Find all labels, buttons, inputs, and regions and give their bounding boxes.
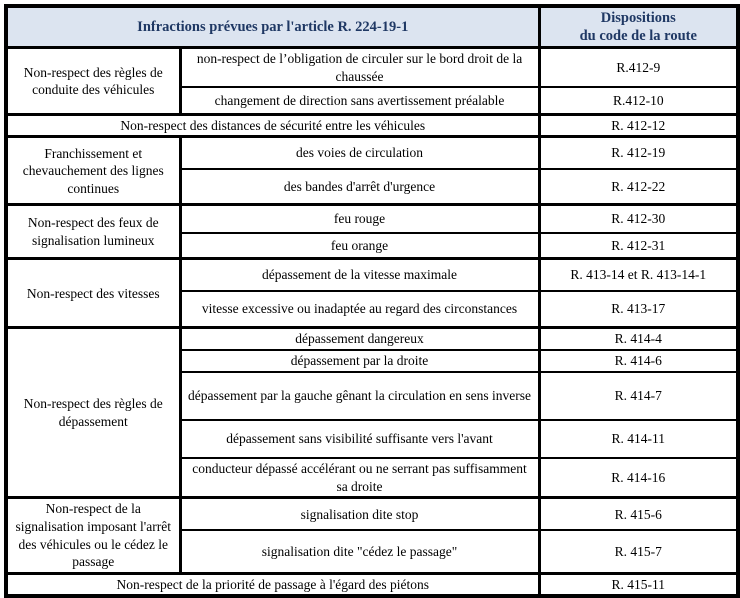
group-label-cell: Non-respect des règles de conduite des véhicules bbox=[6, 48, 180, 115]
code-cell: R. 412-22 bbox=[539, 169, 738, 205]
code-cell: R. 414-6 bbox=[539, 350, 738, 372]
table-row bbox=[6, 205, 738, 233]
infraction-cell: feu orange bbox=[180, 233, 539, 259]
infraction-cell: conducteur dépassé accélérant ou ne serrant pas suffisamment sa droite bbox=[180, 458, 539, 498]
infraction-cell: signalisation dite stop bbox=[180, 498, 539, 531]
infraction-cell: non-respect de l’obligation de circuler sur le bord droit de la chaussée bbox=[180, 48, 539, 88]
span-infraction-cell: Non-respect des distances de sécurité entre les véhicules bbox=[6, 114, 539, 137]
table-row bbox=[6, 48, 738, 88]
table-row bbox=[6, 137, 738, 169]
infraction-cell: dépassement dangereux bbox=[180, 328, 539, 350]
code-cell: R. 412-30 bbox=[539, 205, 738, 233]
code-cell: R. 414-11 bbox=[539, 420, 738, 458]
table-row bbox=[6, 259, 738, 291]
code-cell: R. 415-7 bbox=[539, 530, 738, 573]
infraction-cell: feu rouge bbox=[180, 205, 539, 233]
infraction-cell: dépassement de la vitesse maximale bbox=[180, 259, 539, 291]
code-cell: R. 413-17 bbox=[539, 291, 738, 328]
code-cell: R. 415-11 bbox=[539, 573, 738, 596]
infraction-cell: changement de direction sans avertissement préalable bbox=[180, 87, 539, 114]
group-label-cell: Non-respect des feux de signalisation lumineux bbox=[6, 205, 180, 259]
infraction-cell: des bandes d'arrêt d'urgence bbox=[180, 169, 539, 205]
infraction-cell: dépassement sans visibilité suffisante vers l'avant bbox=[180, 420, 539, 458]
code-cell: R. 415-6 bbox=[539, 498, 738, 531]
table-row bbox=[6, 328, 738, 350]
infraction-cell: signalisation dite "cédez le passage" bbox=[180, 530, 539, 573]
group-label-cell: Non-respect de la signalisation imposant l'arrêt des véhicules ou le cédez le passage bbox=[6, 498, 180, 573]
infraction-cell: dépassement par la gauche gênant la circulation en sens inverse bbox=[180, 372, 539, 420]
code-cell: R.412-9 bbox=[539, 48, 738, 88]
code-cell: R. 414-16 bbox=[539, 458, 738, 498]
group-label-cell: Non-respect des règles de dépassement bbox=[6, 328, 180, 498]
infraction-cell: des voies de circulation bbox=[180, 137, 539, 169]
table-row-span bbox=[6, 114, 738, 137]
group-label-cell: Franchissement et chevauchement des lignes continues bbox=[6, 137, 180, 205]
header-infractions: Infractions prévues par l'article R. 224-19-1 bbox=[6, 6, 539, 48]
span-infraction-cell: Non-respect de la priorité de passage à l'égard des piétons bbox=[6, 573, 539, 596]
infractions-table bbox=[4, 4, 740, 598]
code-cell: R. 412-19 bbox=[539, 137, 738, 169]
code-cell: R. 414-4 bbox=[539, 328, 738, 350]
header-dispositions-line1: Dispositions bbox=[600, 10, 676, 26]
infractions-table-body bbox=[6, 48, 738, 596]
header-dispositions-line2: du code de la route bbox=[579, 28, 697, 45]
infraction-cell: dépassement par la droite bbox=[180, 350, 539, 372]
table-row-span bbox=[6, 573, 738, 596]
infraction-cell: vitesse excessive ou inadaptée au regard des circonstances bbox=[180, 291, 539, 328]
header-dispositions bbox=[539, 6, 738, 48]
group-label-cell: Non-respect des vitesses bbox=[6, 259, 180, 328]
code-cell: R. 414-7 bbox=[539, 372, 738, 420]
code-cell: R.412-10 bbox=[539, 87, 738, 114]
table-header-row bbox=[6, 6, 738, 48]
code-cell: R. 413-14 et R. 413-14-1 bbox=[539, 259, 738, 291]
code-cell: R. 412-31 bbox=[539, 233, 738, 259]
table-row bbox=[6, 498, 738, 531]
code-cell: R. 412-12 bbox=[539, 114, 738, 137]
